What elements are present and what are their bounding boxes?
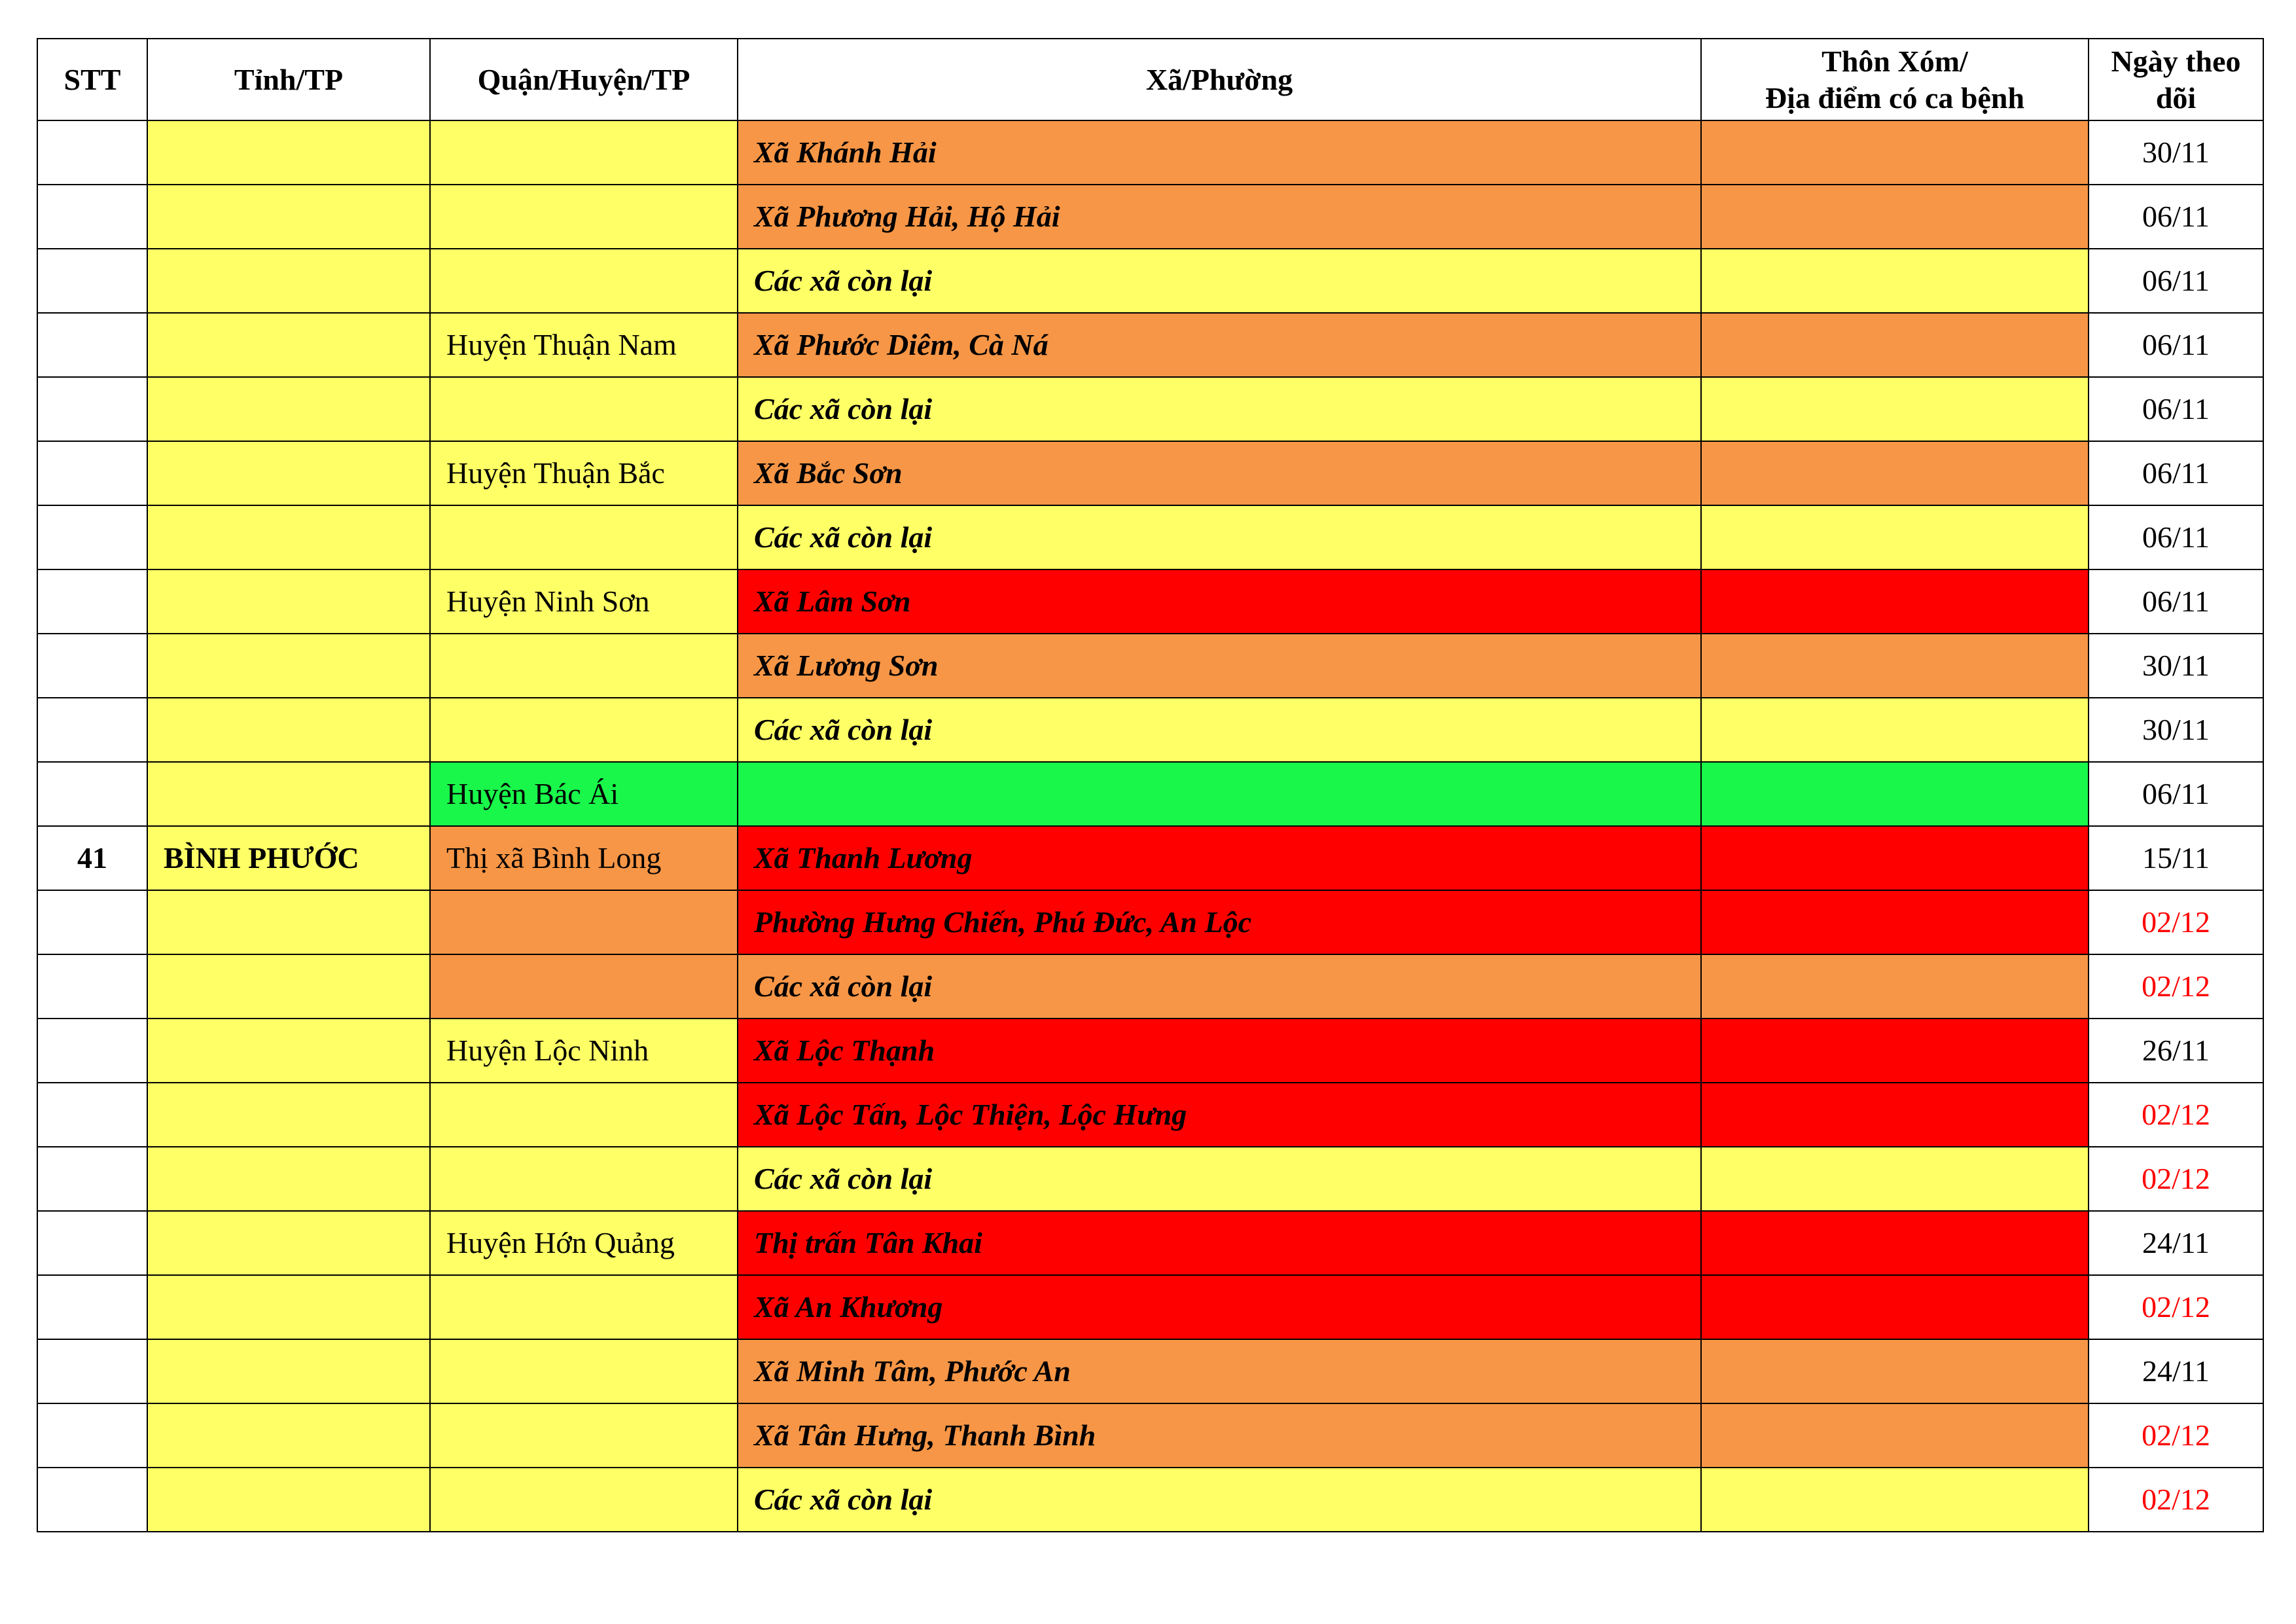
village-cell [1701,762,2089,826]
header-thon [1701,39,2089,120]
commune-cell: Xã Bắc Sơn [738,441,1701,505]
district-cell [430,1147,738,1211]
commune-cell: Các xã còn lại [738,698,1701,762]
commune-cell: Xã Khánh Hải [738,120,1701,185]
village-cell [1701,120,2089,185]
stt-cell [37,441,147,505]
table-row [37,569,2263,634]
village-cell [1701,698,2089,762]
date-cell: 30/11 [2089,634,2263,698]
province-cell: BÌNH PHƯỚC [147,826,430,890]
date-cell: 15/11 [2089,826,2263,890]
district-cell: Huyện Thuận Bắc [430,441,738,505]
village-cell [1701,377,2089,441]
table-row [37,954,2263,1019]
commune-cell: Xã Phước Diêm, Cà Ná [738,313,1701,377]
province-cell [147,634,430,698]
province-cell [147,890,430,954]
header-row [37,39,2263,120]
village-cell [1701,185,2089,249]
province-cell [147,698,430,762]
table-row [37,505,2263,569]
commune-cell: Các xã còn lại [738,505,1701,569]
date-cell: 06/11 [2089,185,2263,249]
table-body [37,120,2263,1532]
date-cell: 02/12 [2089,1147,2263,1211]
commune-cell: Xã Tân Hưng, Thanh Bình [738,1403,1701,1468]
village-cell [1701,1083,2089,1147]
district-cell [430,1468,738,1532]
stt-cell [37,1339,147,1403]
table-row [37,1211,2263,1275]
table-row [37,249,2263,313]
village-cell [1701,826,2089,890]
district-cell [430,1403,738,1468]
date-cell: 02/12 [2089,1083,2263,1147]
province-cell [147,505,430,569]
table-row [37,185,2263,249]
village-cell [1701,890,2089,954]
district-cell [430,698,738,762]
stt-cell [37,249,147,313]
district-cell [430,505,738,569]
district-cell [430,634,738,698]
date-cell: 02/12 [2089,954,2263,1019]
commune-cell: Phường Hưng Chiến, Phú Đức, An Lộc [738,890,1701,954]
table-row [37,634,2263,698]
date-cell: 06/11 [2089,377,2263,441]
commune-cell: Các xã còn lại [738,249,1701,313]
district-cell [430,1339,738,1403]
header-ngay-line1: Ngày theo [2111,45,2241,79]
date-cell: 02/12 [2089,1275,2263,1339]
date-cell: 02/12 [2089,1468,2263,1532]
stt-cell [37,1468,147,1532]
province-cell [147,954,430,1019]
commune-cell: Các xã còn lại [738,377,1701,441]
date-cell: 06/11 [2089,313,2263,377]
district-cell [430,377,738,441]
table-row [37,313,2263,377]
province-cell [147,377,430,441]
village-cell [1701,1339,2089,1403]
table-row [37,1147,2263,1211]
date-cell: 06/11 [2089,249,2263,313]
district-cell: Huyện Thuận Nam [430,313,738,377]
table-row [37,1403,2263,1468]
table-row [37,1339,2263,1403]
district-cell [430,890,738,954]
stt-cell [37,1211,147,1275]
commune-cell: Xã Phương Hải, Hộ Hải [738,185,1701,249]
province-cell [147,569,430,634]
table-row [37,826,2263,890]
covid-risk-table [37,38,2264,1532]
village-cell [1701,505,2089,569]
village-cell [1701,1147,2089,1211]
table-row [37,441,2263,505]
province-cell [147,249,430,313]
province-cell [147,1211,430,1275]
province-cell [147,441,430,505]
date-cell: 06/11 [2089,762,2263,826]
commune-cell: Xã Lâm Sơn [738,569,1701,634]
stt-cell [37,377,147,441]
village-cell [1701,634,2089,698]
village-cell [1701,1403,2089,1468]
village-cell [1701,313,2089,377]
stt-cell [37,185,147,249]
province-cell [147,1339,430,1403]
province-cell [147,762,430,826]
date-cell: 06/11 [2089,505,2263,569]
village-cell [1701,441,2089,505]
stt-cell: 41 [37,826,147,890]
village-cell [1701,569,2089,634]
district-cell [430,185,738,249]
commune-cell: Xã Lộc Tấn, Lộc Thiện, Lộc Hưng [738,1083,1701,1147]
date-cell: 24/11 [2089,1211,2263,1275]
header-ngay-line2: dõi [2155,81,2197,115]
commune-cell: Các xã còn lại [738,1468,1701,1532]
district-cell [430,1275,738,1339]
stt-cell [37,634,147,698]
commune-cell: Xã Minh Tâm, Phước An [738,1339,1701,1403]
district-cell [430,249,738,313]
commune-cell: Các xã còn lại [738,954,1701,1019]
village-cell [1701,954,2089,1019]
province-cell [147,1083,430,1147]
village-cell [1701,1019,2089,1083]
district-cell [430,954,738,1019]
stt-cell [37,698,147,762]
header-xa: Xã/Phường [738,39,1701,120]
header-quan: Quận/Huyện/TP [430,39,738,120]
commune-cell: Xã Lộc Thạnh [738,1019,1701,1083]
date-cell: 30/11 [2089,120,2263,185]
province-cell [147,313,430,377]
province-cell [147,1468,430,1532]
province-cell [147,1403,430,1468]
stt-cell [37,313,147,377]
village-cell [1701,249,2089,313]
header-tinh: Tỉnh/TP [147,39,430,120]
district-cell: Huyện Ninh Sơn [430,569,738,634]
date-cell: 26/11 [2089,1019,2263,1083]
district-cell [430,1083,738,1147]
stt-cell [37,1275,147,1339]
date-cell: 24/11 [2089,1339,2263,1403]
commune-cell: Thị trấn Tân Khai [738,1211,1701,1275]
stt-cell [37,890,147,954]
date-cell: 30/11 [2089,698,2263,762]
district-cell: Huyện Bác Ái [430,762,738,826]
stt-cell [37,954,147,1019]
table-row [37,1468,2263,1532]
stt-cell [37,1083,147,1147]
stt-cell [37,1403,147,1468]
table-row [37,120,2263,185]
stt-cell [37,762,147,826]
table-row [37,377,2263,441]
header-thon-line2: Địa điểm có ca bệnh [1765,81,2025,115]
district-cell: Huyện Hớn Quảng [430,1211,738,1275]
stt-cell [37,569,147,634]
table-row [37,762,2263,826]
table-row [37,890,2263,954]
district-cell: Thị xã Bình Long [430,826,738,890]
header-thon-line1: Thôn Xóm/ [1821,45,1968,79]
header-ngay [2089,39,2263,120]
village-cell [1701,1468,2089,1532]
date-cell: 02/12 [2089,890,2263,954]
stt-cell [37,505,147,569]
commune-cell: Các xã còn lại [738,1147,1701,1211]
province-cell [147,1019,430,1083]
date-cell: 02/12 [2089,1403,2263,1468]
village-cell [1701,1275,2089,1339]
table-row [37,698,2263,762]
province-cell [147,1147,430,1211]
district-cell [430,120,738,185]
commune-cell: Xã Lương Sơn [738,634,1701,698]
village-cell [1701,1211,2089,1275]
table-header [37,39,2263,120]
table-row [37,1275,2263,1339]
date-cell: 06/11 [2089,569,2263,634]
table-row [37,1083,2263,1147]
province-cell [147,1275,430,1339]
table-row [37,1019,2263,1083]
province-cell [147,120,430,185]
commune-cell [738,762,1701,826]
province-cell [147,185,430,249]
commune-cell: Xã Thanh Lương [738,826,1701,890]
stt-cell [37,1019,147,1083]
commune-cell: Xã An Khương [738,1275,1701,1339]
district-cell: Huyện Lộc Ninh [430,1019,738,1083]
stt-cell [37,120,147,185]
date-cell: 06/11 [2089,441,2263,505]
stt-cell [37,1147,147,1211]
header-stt: STT [37,39,147,120]
